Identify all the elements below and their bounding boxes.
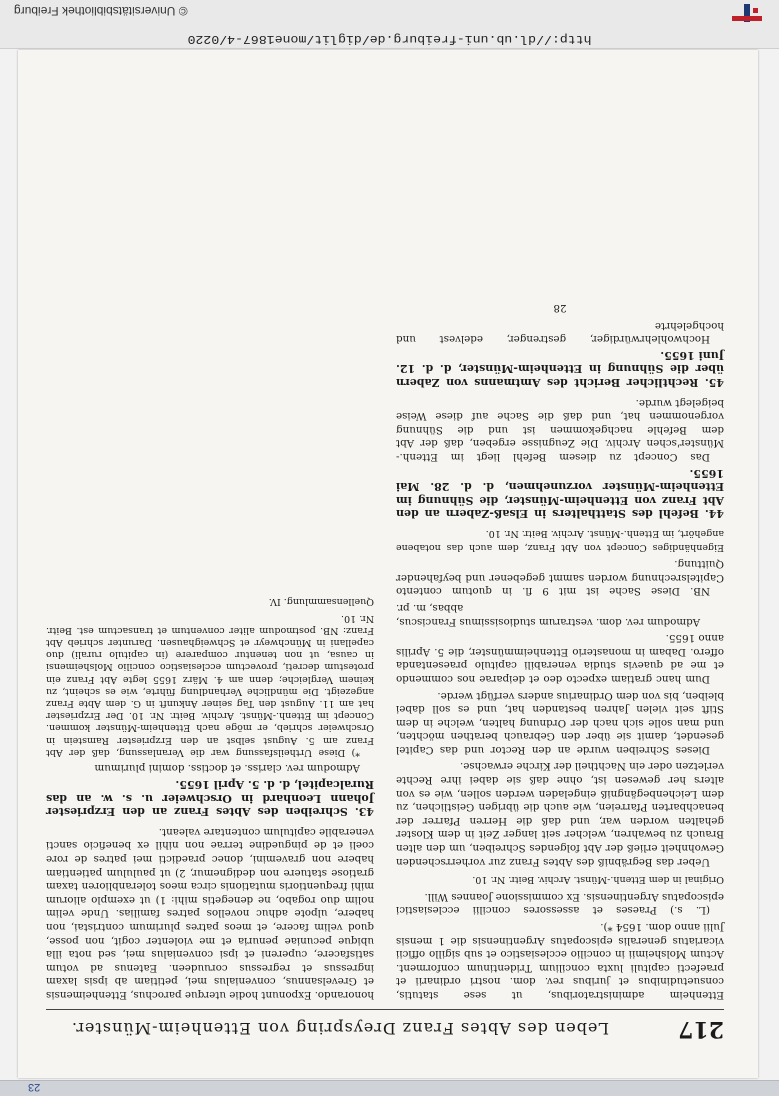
scanned-page (18, 50, 758, 1078)
text-paragraph: Dum hanc gratiam expecto deo et deiparae nos commendo et me ad quaevis studia venerabili capitulo praesentanda offero. Dabam in monasterio Ettenheimmünster, die 5. Aprilis anno 1655. (396, 632, 724, 685)
viewer-footer-bar (0, 0, 779, 49)
text-paragraph: Das Concept zu diesem Befehl liegt im Ettenh.-Münster'schen Archiv. Die Zeugnisse ergeben, daß der Abt dem Befehle nachgekommen ist und die Sühnung vorgenommen hat, und daß die Sache auf diese Weise beigelegt wurde. (396, 396, 724, 464)
text-paragraph: NB. Diese Sache ist mit 9 fl. in quotum contento Capitelsrechnung worden sammt gegebener und beyfahender Quittung. (396, 558, 724, 598)
text-paragraph: Eigenhändiges Concept von Abt Franz, dem auch das notabene angehört, im Ettenh.-Münst. Archiv. Beitr. Nr. 10. (396, 528, 724, 553)
text-paragraph: (L. s.) Praeses et assessores concilii ecclesiastici episcopatus Argentinensis. Ex commissione Joannes Will. (396, 890, 724, 917)
university-logo-icon (732, 4, 762, 32)
text-paragraph: Ettenheim administratoribus, ut sese statutis, consuetudinibus et juribus rev. dom. nostri ordinarii et praefecti capituli luxta concilium Tridentinum conforment. Actum Molsheimii in concilio ecclesiastico et sub sigillo officii vicariatus generalis episcopatus Argentinensis die 1 mensis Julii anno dom. 1654 *). (396, 921, 724, 1001)
text-paragraph: honorando. Exponunt hodie uterque parochus, Ettenheimensis et Grevelsannus, convenialus mei, petitiam ab ipsis laxam ingressus et regressus coruudeen. Eatenus ad votum satisfacere, cupereni et ipsi convenialus mei, sed nota illa ubique pecuniae penuria et me violenter cogit, non posse, quod velim facere, et meos patres plurimum contristai, non habere, ulpote adhuc novellos patres familias. Unde velim nolim duo rogabo, ne denegetis mihi: 1) ut exemplo aliorum mihi frequentioris mutationis circa meos toleranblioren taxam gratiose statuere non dedignemur, 2) ut paululum patientiam habere non gravemini, donec praedicti mei patres de rore coeli et de pinguedine terrae non nihil ex beneficio sancti venerabile capitulum contentare valeant. (46, 825, 374, 1001)
right-column (46, 298, 374, 1002)
copyright-notice: © Universitätsbibliothek Freiburg (14, 4, 188, 18)
text-paragraph: 28 (553, 302, 567, 315)
viewer-footer-content (0, 0, 779, 48)
text-paragraph: Original in dem Ettenh.-Münst. Archiv. Beitr. Nr. 10. (472, 874, 724, 886)
text-paragraph: *) Diese Urtheilsfassung war die Veranlassung, daß der Abt Franz am 5. August selbst an den Erzpriester Ramstein in Orschweier schrieb, er möge nach Ettenheim-Münster kommen. Concept im Ettenh.-Münst. Archiv. Beitr. Nr. 10. Der Erzpriester hat am 11. August den Tag seiner Ankunft in G. dem Abte Franz angezeigt. Die mündliche Verhandlung führte, wie es scheint, zu keinem Vergleiche; denn am 4. März 1655 legte Abt Franz ein protestum decreti, provectum ecclesiastico concilio Molsheimensi in causa, ut non tenentur comparere (in capitulo rurali) duo capellani in Münchweyr et Schweighausen. Darunter schrieb Abt Franz: NB. postmodum aliter conventum et transactum est. Beitr. Nr. 10. (46, 612, 374, 758)
section-heading: 44. Befehl des Statthalters in Elsaß-Zabern an den Abt Franz von Ettenheim-Münster, die Sühnung im Ettenheim-Münster vorzunehmen, d. d. 28. Mai 1655. (396, 466, 724, 521)
text-paragraph: Ueber das Begräbniß des Abtes Franz zur vorherrschenden Gewohnheit erließ der Abt folgendes Schreiben, um den alten Brauch zu bewahren, welcher seit langer Zeit in dem Kloster gehalten worden war, und daß die Herren Pfarrer der benachbarten Pfarreien, wie auch die übrigen Geistlichen, zu dem Leichenbegängniß eingeladen werden sollen, wie es von alters her gewesen ist, ohne daß sie dabei ihre Rechte verletzen oder ein Nachtheil der Kirche erwachse. (396, 760, 724, 868)
text-paragraph: Admodum rev. dom. vestrarum studiosissimus Franciscus, abbas, m. pr. (396, 601, 701, 628)
viewer-bottom-strip (0, 1080, 779, 1096)
page-header (46, 1009, 724, 1044)
strip-number: 23 (28, 1081, 41, 1093)
running-head: Leben des Abtes Franz Dreyspring von Ettenheim-Münster. (70, 1019, 610, 1038)
text-paragraph: Quellensammlung. IV. (268, 596, 374, 608)
text-paragraph: Hochwohlehrwürdiger, gestrenger, edelvest und hochgelehrte (396, 319, 724, 346)
text-paragraph: Admodum rev. clariss. et doctiss. domini plurimum (94, 762, 360, 775)
section-heading: 45. Rechtlicher Bericht des Amtmanns von Zabern über die Sühnung in Ettenheim-Münster, d. d. 12. Juni 1655. (396, 348, 724, 390)
left-column (396, 298, 724, 1002)
text-paragraph: Dieses Schreiben wurde an den Rector und das Capitel gesendet, damit sie über den Gebrauch berathen möchten, und man solle sich nach der Ordnung halten, welche in dem Stift seit vielen Jahren bestanden hat, und es soll dabei bleiben, bis von dem Ordinarius anders verfügt werde. (396, 689, 724, 756)
page-url[interactable]: http://dl.ub.uni-freiburg.de/diglit/mone1867-4/0220 (187, 32, 592, 46)
page-number: 217 (678, 1016, 724, 1042)
section-heading: 43. Schreiben des Abtes Franz an den Erzpriester Johann Leonhard in Orschweier u. s. w. an das Ruralcapitel, d. d. 5. April 1655. (46, 778, 374, 819)
